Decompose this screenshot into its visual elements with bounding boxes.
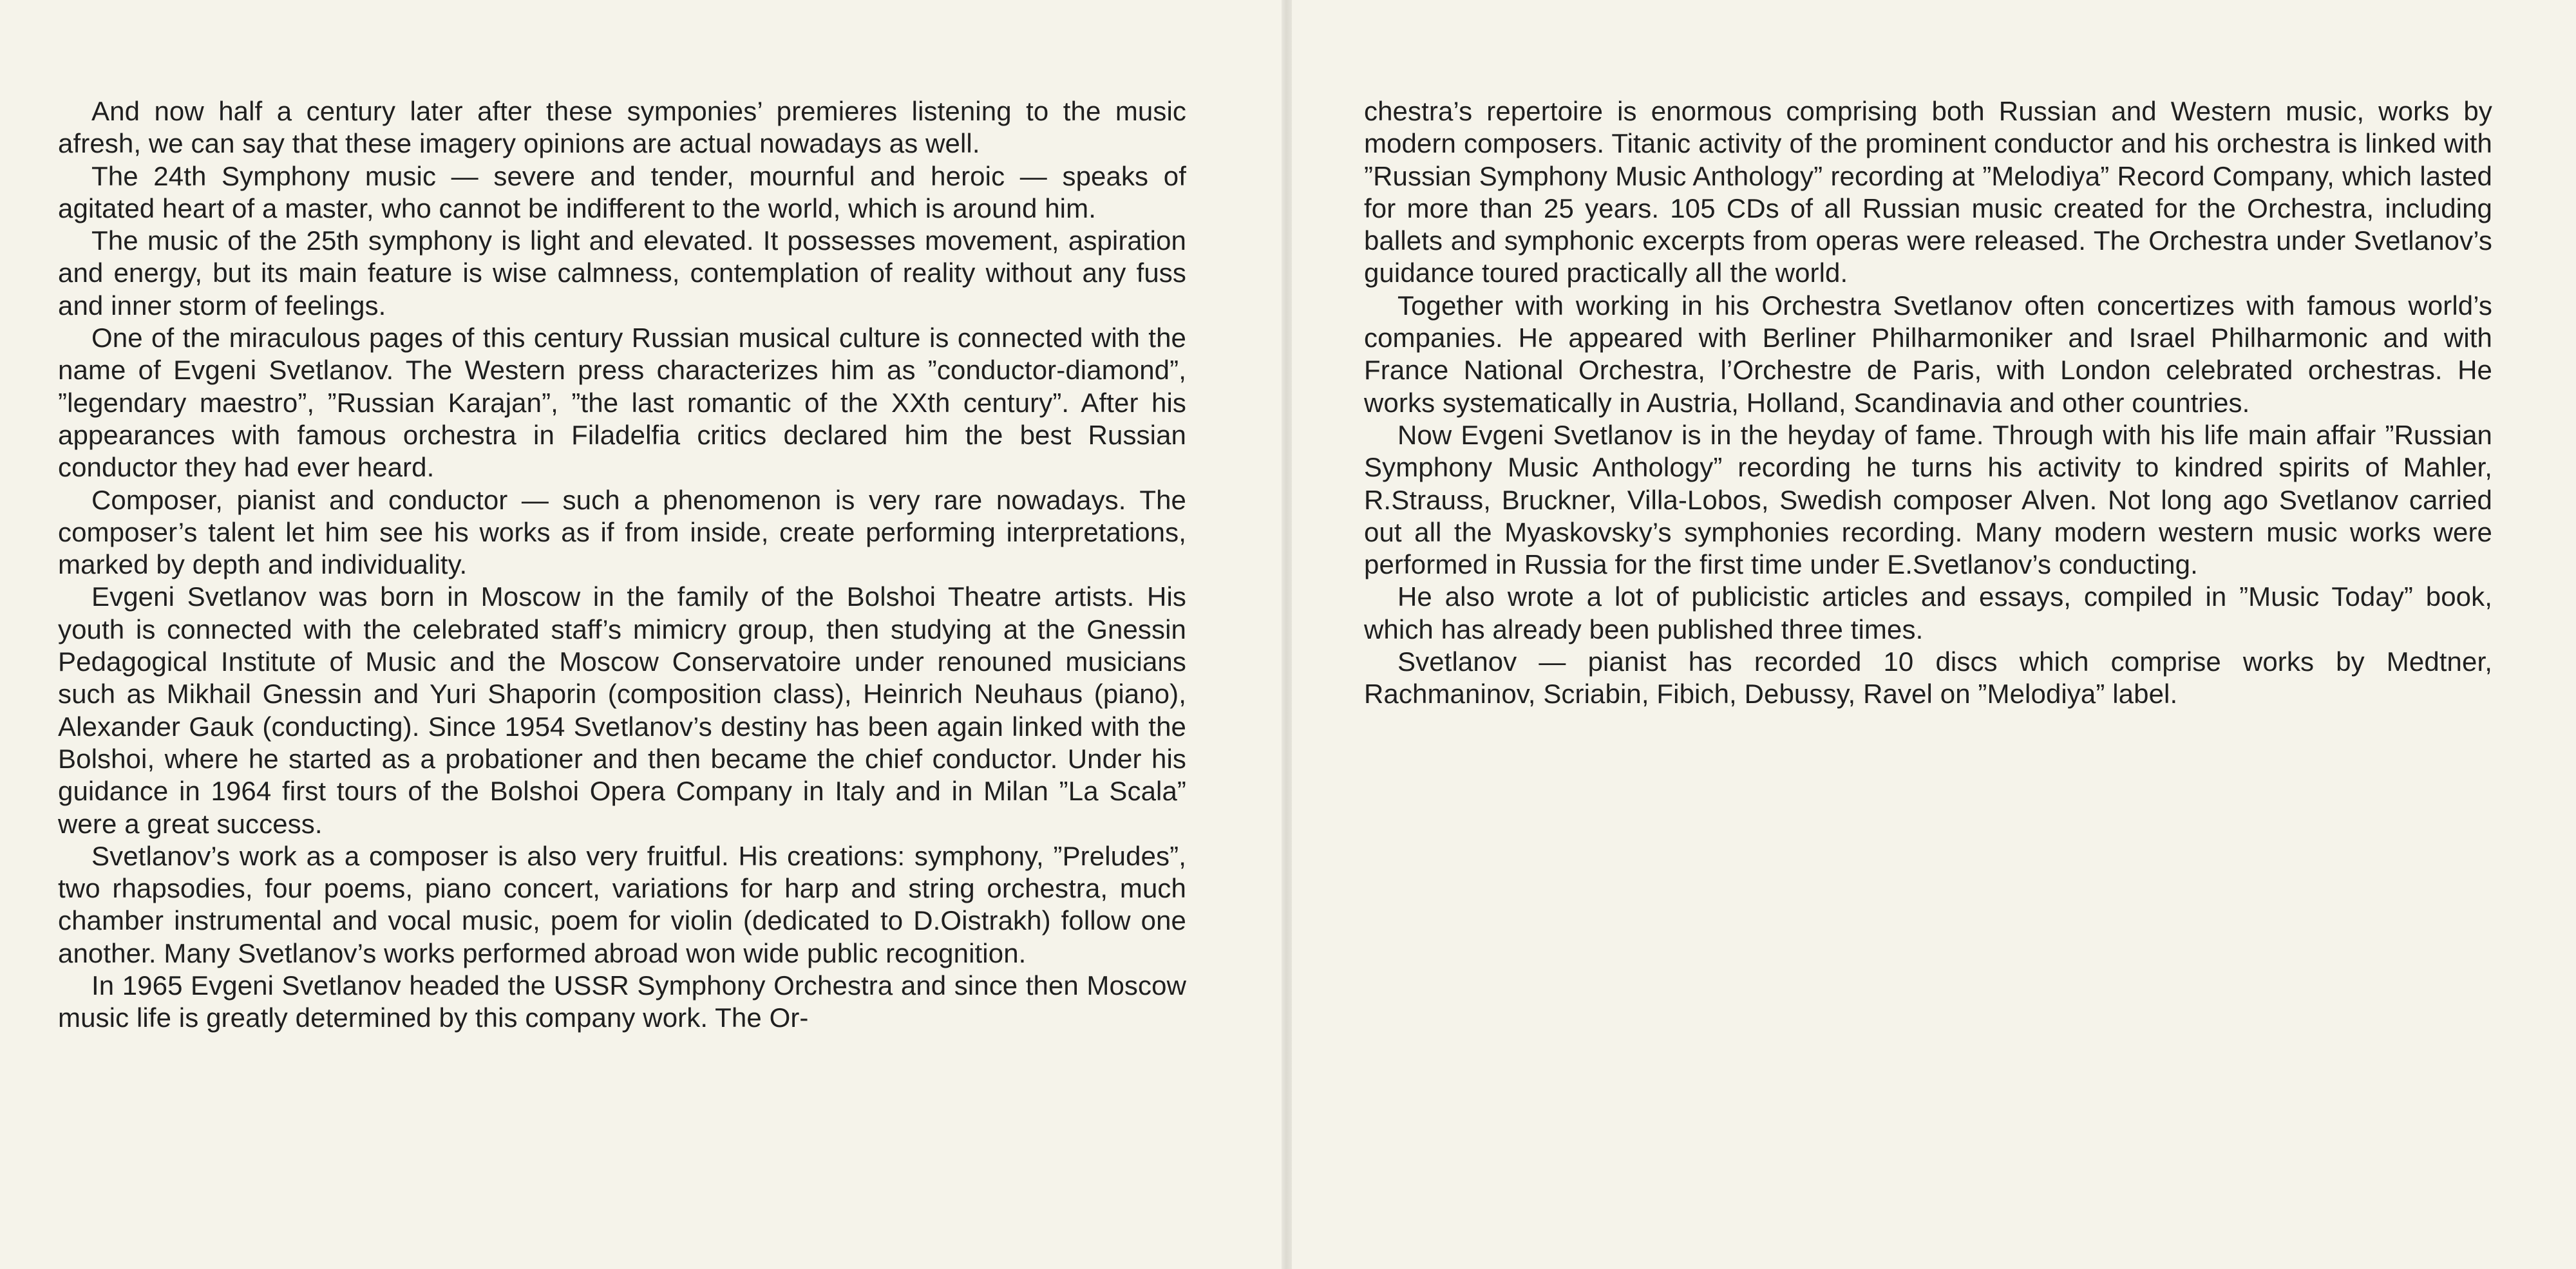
page-gutter (1282, 0, 1292, 1269)
paragraph: The music of the 25th symphony is light and elevated. It possesses movement, aspiration and energy, but its main feature is wise calmness, contemplation of reality without any fuss and inner storm of feelings. (58, 225, 1186, 321)
paragraph: The 24th Symphony music — severe and tender, mournful and heroic — speaks of agitated heart of a master, who cannot be indifferent to the world, which is around him. (58, 160, 1186, 223)
paragraph: Svetlanov’s work as a composer is also very fruitful. His creations: symphony, ”Preludes”, two rhapsodies, four poems, piano concert, variations for harp and string orchestra, much chamber instrumental and vocal music, poem for violin (dedicated to D.Oistrakh) follow one another. Many Svetlanov’s works performed abroad won wide public recognition. (58, 840, 1186, 968)
paragraph: One of the miraculous pages of this century Russian musical culture is connected with the name of Evgeni Svetlanov. The Western press characterizes him as ”conductor-diamond”, ”legendary maestro”, ”Russian Karajan”, ”the last romantic of the XXth century”. After his appearances with famous orchestra in Filadelfia critics declared him the best Russian conductor they had ever heard. (58, 323, 1186, 483)
right-text-column (1364, 95, 2492, 711)
right-page (1292, 0, 2576, 1269)
paragraph: Evgeni Svetlanov was born in Moscow in the family of the Bolshoi Theatre artists. His youth is connected with the celebrated staff’s mimicry group, then studying at the Gnessin Pedagogical Institute of Music and the Moscow Conservatoire under renouned musicians such as Mikhail Gnessin and Yuri Shaporin (composition class), Heinrich Neuhaus (piano), Alexander Gauk (conducting). Since 1954 Svetlanov’s destiny has been again linked with the Bolshoi, where he started as a probationer and then became the chief conductor. Under his guidance in 1964 first tours of the Bolshoi Opera Company in Italy and in Milan ”La Scala” were a great success. (58, 581, 1186, 839)
left-page (0, 0, 1282, 1269)
paragraph: Composer, pianist and conductor — such a phenomenon is very rare nowadays. The composer’s talent let him see his works as if from inside, create performing interpretations, marked by depth and individuality. (58, 484, 1186, 580)
paragraph: Svetlanov — pianist has recorded 10 discs which comprise works by Medtner, Rachmaninov, Scriabin, Fibich, Debussy, Ravel on ”Melodiya” label. (1364, 646, 2492, 710)
paragraph: In 1965 Evgeni Svetlanov headed the USSR Symphony Orchestra and since then Moscow music life is greatly determined by this company work. The Or- (58, 970, 1186, 1033)
paragraph: And now half a century later after these symponies’ premieres listening to the music afresh, we can say that these imagery opinions are actual nowadays as well. (58, 96, 1186, 159)
paragraph: Together with working in his Orchestra Svetlanov often concertizes with famous world’s companies. He appeared with Berliner Philharmoniker and Israel Philharmonic and with France National Orchestra, l’Orchestre de Paris, with London celebrated orchestras. He works systematically in Austria, Holland, Scandinavia and other countries. (1364, 290, 2492, 418)
paragraph-continued: chestra’s repertoire is enormous comprising both Russian and Western music, works by modern composers. Titanic activity of the prominent conductor and his orchestra is linked with ”Russian Symphony Music Anthology” recording at ”Melodiya” Record Company, which lasted for more than 25 years. 105 CDs of all Russian music created for the Orchestra, including ballets and symphonic excerpts from operas were released. The Orchestra under Svetlanov’s guidance toured practically all the world. (1364, 96, 2492, 288)
paragraph: Now Evgeni Svetlanov is in the heyday of fame. Through with his life main affair ”Russian Symphony Music Anthology” recording he turns his activity to kindred spirits of Mahler, R.Strauss, Bruckner, Villa-Lobos, Swedish composer Alven. Not long ago Svetlanov carried out all the Myaskovsky’s symphonies recording. Many modern western music works were performed in Russia for the first time under E.Svetlanov’s conducting. (1364, 419, 2492, 580)
paragraph: He also wrote a lot of publicistic articles and essays, compiled in ”Music Today” book, which has already been published three times. (1364, 581, 2492, 644)
left-text-column (58, 95, 1186, 1035)
